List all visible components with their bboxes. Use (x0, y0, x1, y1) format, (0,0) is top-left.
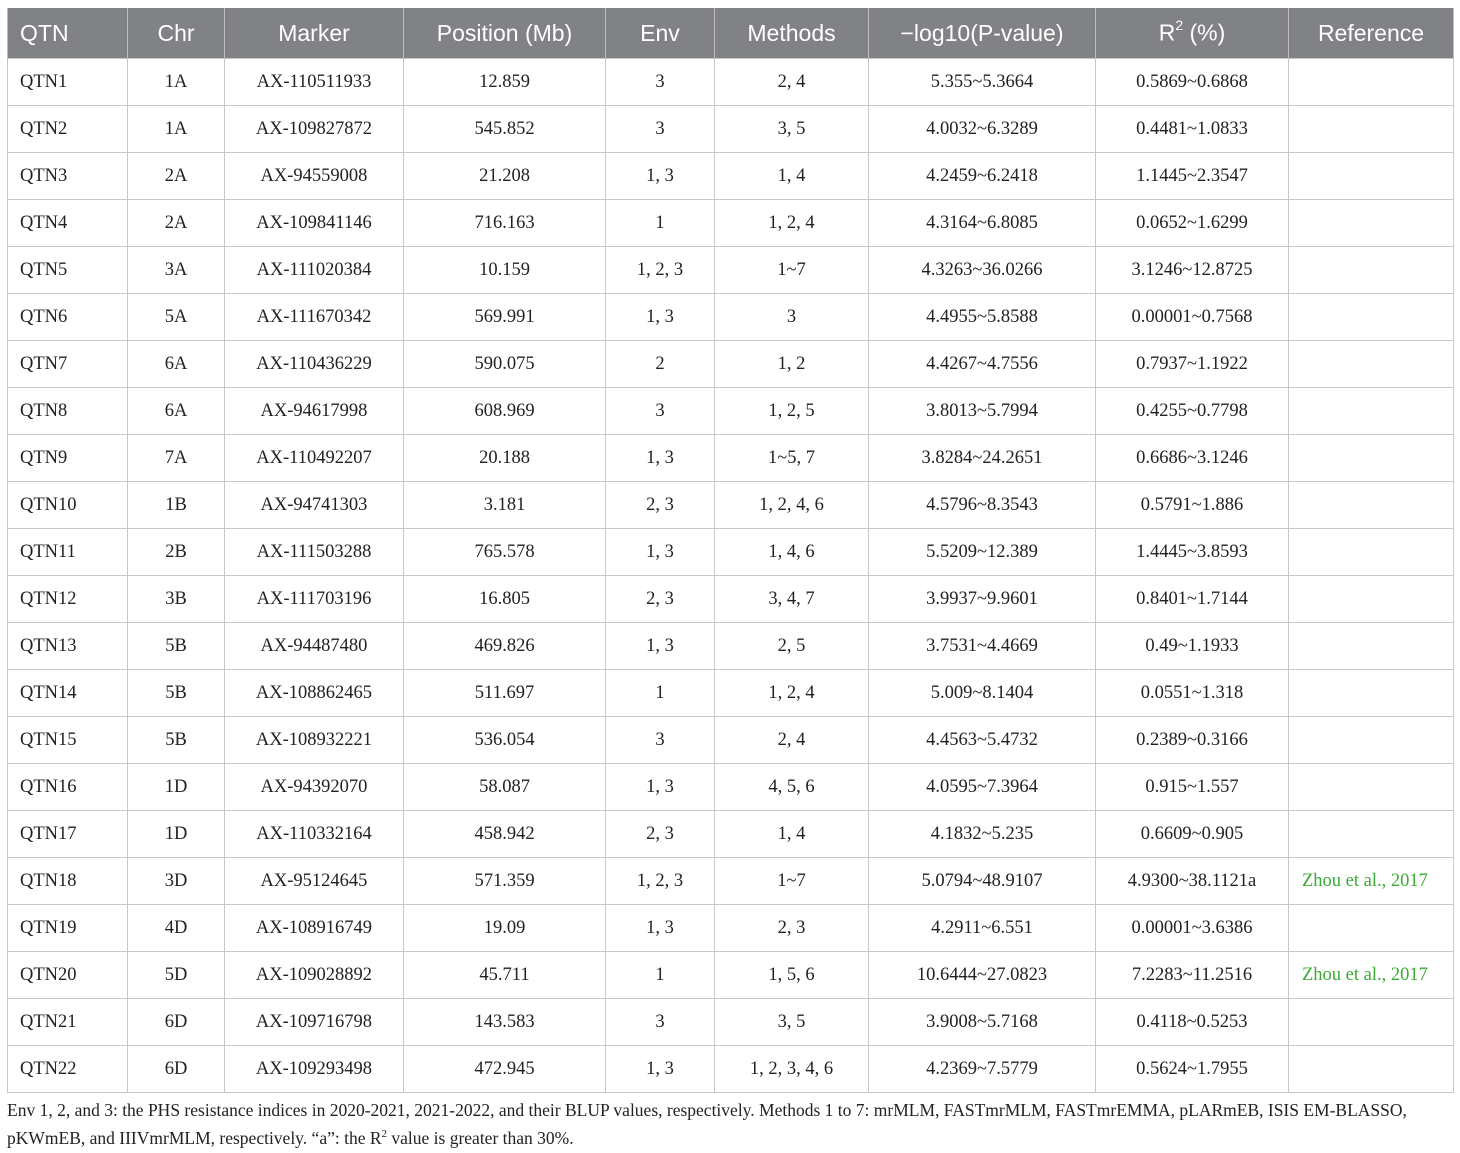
table-row (8, 106, 1454, 153)
header-chr: Chr (128, 8, 225, 59)
cell-env: 2 (606, 341, 715, 388)
table-row (8, 482, 1454, 529)
cell-env: 1 (606, 952, 715, 999)
cell-qtn: QTN20 (8, 952, 128, 999)
cell-chr: 6A (128, 388, 225, 435)
cell-methods: 1, 5, 6 (715, 952, 869, 999)
cell-methods: 3, 5 (715, 999, 869, 1046)
cell-qtn: QTN13 (8, 623, 128, 670)
table-row (8, 905, 1454, 952)
cell-r2: 0.4481~1.0833 (1096, 106, 1289, 153)
header-row (8, 8, 1454, 59)
cell-qtn: QTN2 (8, 106, 128, 153)
header-qtn: QTN (8, 8, 128, 59)
cell-methods: 1, 4 (715, 153, 869, 200)
cell-position: 21.208 (404, 153, 606, 200)
cell-env: 1, 2, 3 (606, 858, 715, 905)
cell-methods: 1~7 (715, 247, 869, 294)
cell-reference (1289, 247, 1454, 294)
table-row (8, 576, 1454, 623)
cell-qtn: QTN8 (8, 388, 128, 435)
cell-chr: 3B (128, 576, 225, 623)
cell-methods: 2, 4 (715, 59, 869, 106)
cell-qtn: QTN7 (8, 341, 128, 388)
cell-position: 19.09 (404, 905, 606, 952)
footnote-text-2: value is greater than 30%. (387, 1127, 574, 1148)
cell-position: 143.583 (404, 999, 606, 1046)
table-row (8, 764, 1454, 811)
cell-marker: AX-94487480 (225, 623, 404, 670)
cell-marker: AX-110511933 (225, 59, 404, 106)
cell-qtn: QTN22 (8, 1046, 128, 1093)
cell-marker: AX-110492207 (225, 435, 404, 482)
cell-r2: 0.8401~1.7144 (1096, 576, 1289, 623)
cell-env: 1 (606, 670, 715, 717)
cell-env: 1, 3 (606, 905, 715, 952)
cell-r2: 1.1445~2.3547 (1096, 153, 1289, 200)
cell-methods: 1, 2, 4 (715, 670, 869, 717)
cell-env: 3 (606, 106, 715, 153)
header-marker: Marker (225, 8, 404, 59)
table-row (8, 294, 1454, 341)
cell-methods: 3, 4, 7 (715, 576, 869, 623)
cell-log-p: 4.2369~7.5779 (869, 1046, 1096, 1093)
header-r2-base: R (1158, 19, 1176, 46)
cell-log-p: 4.5796~8.3543 (869, 482, 1096, 529)
cell-reference (1289, 811, 1454, 858)
cell-env: 3 (606, 999, 715, 1046)
cell-marker: AX-109293498 (225, 1046, 404, 1093)
cell-marker: AX-109841146 (225, 200, 404, 247)
header-reference: Reference (1289, 8, 1454, 59)
cell-methods: 1, 2 (715, 341, 869, 388)
table-row (8, 200, 1454, 247)
cell-env: 1, 3 (606, 529, 715, 576)
cell-position: 590.075 (404, 341, 606, 388)
cell-chr: 3A (128, 247, 225, 294)
cell-chr: 1A (128, 106, 225, 153)
cell-log-p: 5.5209~12.389 (869, 529, 1096, 576)
table-row (8, 717, 1454, 764)
cell-log-p: 5.0794~48.9107 (869, 858, 1096, 905)
cell-env: 2, 3 (606, 576, 715, 623)
cell-reference (1289, 106, 1454, 153)
cell-reference (1289, 529, 1454, 576)
cell-r2: 0.7937~1.1922 (1096, 341, 1289, 388)
cell-marker: AX-95124645 (225, 858, 404, 905)
table-row (8, 952, 1454, 999)
cell-r2: 0.00001~3.6386 (1096, 905, 1289, 952)
cell-methods: 1, 4, 6 (715, 529, 869, 576)
cell-chr: 2B (128, 529, 225, 576)
cell-position: 3.181 (404, 482, 606, 529)
cell-log-p: 4.4955~5.8588 (869, 294, 1096, 341)
cell-env: 1, 2, 3 (606, 247, 715, 294)
cell-qtn: QTN11 (8, 529, 128, 576)
cell-marker: AX-110436229 (225, 341, 404, 388)
header-r2 (1096, 8, 1289, 59)
cell-chr: 1B (128, 482, 225, 529)
cell-chr: 5B (128, 623, 225, 670)
cell-methods: 2, 5 (715, 623, 869, 670)
cell-r2: 0.0551~1.318 (1096, 670, 1289, 717)
cell-methods: 1~5, 7 (715, 435, 869, 482)
cell-log-p: 3.7531~4.4669 (869, 623, 1096, 670)
cell-chr: 5D (128, 952, 225, 999)
cell-chr: 7A (128, 435, 225, 482)
cell-reference (1289, 999, 1454, 1046)
cell-position: 569.991 (404, 294, 606, 341)
qtn-table-container (7, 8, 1453, 1093)
cell-qtn: QTN10 (8, 482, 128, 529)
cell-reference (1289, 59, 1454, 106)
cell-r2: 0.5869~0.6868 (1096, 59, 1289, 106)
cell-r2: 0.5624~1.7955 (1096, 1046, 1289, 1093)
cell-reference (1289, 576, 1454, 623)
table-row (8, 153, 1454, 200)
cell-methods: 3 (715, 294, 869, 341)
cell-position: 58.087 (404, 764, 606, 811)
cell-reference (1289, 153, 1454, 200)
cell-qtn: QTN14 (8, 670, 128, 717)
cell-qtn: QTN15 (8, 717, 128, 764)
cell-chr: 3D (128, 858, 225, 905)
cell-reference (1289, 905, 1454, 952)
cell-reference (1289, 482, 1454, 529)
header-log-p: −log10(P-value) (869, 8, 1096, 59)
cell-qtn: QTN19 (8, 905, 128, 952)
cell-qtn: QTN6 (8, 294, 128, 341)
table-footnote (7, 1098, 1453, 1150)
cell-marker: AX-108916749 (225, 905, 404, 952)
cell-methods: 1~7 (715, 858, 869, 905)
cell-methods: 3, 5 (715, 106, 869, 153)
cell-position: 571.359 (404, 858, 606, 905)
cell-chr: 1D (128, 764, 225, 811)
header-methods: Methods (715, 8, 869, 59)
cell-marker: AX-94392070 (225, 764, 404, 811)
table-row (8, 623, 1454, 670)
cell-r2: 3.1246~12.8725 (1096, 247, 1289, 294)
cell-log-p: 4.2459~6.2418 (869, 153, 1096, 200)
cell-marker: AX-108862465 (225, 670, 404, 717)
cell-marker: AX-111703196 (225, 576, 404, 623)
cell-chr: 6D (128, 1046, 225, 1093)
cell-reference (1289, 341, 1454, 388)
table-row (8, 529, 1454, 576)
cell-qtn: QTN17 (8, 811, 128, 858)
cell-qtn: QTN9 (8, 435, 128, 482)
cell-position: 10.159 (404, 247, 606, 294)
cell-log-p: 4.4563~5.4732 (869, 717, 1096, 764)
cell-position: 716.163 (404, 200, 606, 247)
cell-position: 545.852 (404, 106, 606, 153)
table-row (8, 811, 1454, 858)
cell-env: 1 (606, 200, 715, 247)
cell-methods: 1, 2, 5 (715, 388, 869, 435)
cell-reference (1289, 764, 1454, 811)
cell-log-p: 3.9937~9.9601 (869, 576, 1096, 623)
footnote-sup: 2 (381, 1128, 388, 1140)
cell-log-p: 3.9008~5.7168 (869, 999, 1096, 1046)
cell-r2: 0.5791~1.886 (1096, 482, 1289, 529)
cell-reference (1289, 294, 1454, 341)
table-header (8, 8, 1454, 59)
table-row (8, 670, 1454, 717)
cell-chr: 6D (128, 999, 225, 1046)
table-row (8, 247, 1454, 294)
cell-position: 472.945 (404, 1046, 606, 1093)
cell-env: 3 (606, 717, 715, 764)
cell-env: 1, 3 (606, 153, 715, 200)
cell-r2: 1.4445~3.8593 (1096, 529, 1289, 576)
cell-position: 536.054 (404, 717, 606, 764)
table-row (8, 858, 1454, 905)
cell-marker: AX-109716798 (225, 999, 404, 1046)
cell-chr: 2A (128, 153, 225, 200)
cell-r2: 0.915~1.557 (1096, 764, 1289, 811)
cell-position: 16.805 (404, 576, 606, 623)
cell-env: 1, 3 (606, 764, 715, 811)
header-r2-sup: 2 (1175, 17, 1184, 34)
cell-qtn: QTN16 (8, 764, 128, 811)
cell-chr: 1A (128, 59, 225, 106)
cell-reference (1289, 1046, 1454, 1093)
cell-log-p: 4.2911~6.551 (869, 905, 1096, 952)
cell-position: 608.969 (404, 388, 606, 435)
cell-reference (1289, 388, 1454, 435)
cell-marker: AX-109827872 (225, 106, 404, 153)
cell-r2: 0.4255~0.7798 (1096, 388, 1289, 435)
cell-qtn: QTN3 (8, 153, 128, 200)
cell-reference (1289, 623, 1454, 670)
footnote-text-1: Env 1, 2, and 3: the PHS resistance indices in 2020-2021, 2021-2022, and their BLUP values, respectively. Methods 1 to 7: mrMLM, FASTmrMLM, FASTmrEMMA, pLARmEB, ISIS EM-BLASSO, pKWmEB, and IIIVmrMLM, respectively. “a”: the R (7, 1100, 1407, 1148)
cell-marker: AX-109028892 (225, 952, 404, 999)
cell-r2: 4.9300~38.1121a (1096, 858, 1289, 905)
table-row (8, 388, 1454, 435)
cell-r2: 0.49~1.1933 (1096, 623, 1289, 670)
cell-r2: 0.2389~0.3166 (1096, 717, 1289, 764)
cell-qtn: QTN21 (8, 999, 128, 1046)
cell-log-p: 5.355~5.3664 (869, 59, 1096, 106)
cell-reference (1289, 200, 1454, 247)
cell-chr: 4D (128, 905, 225, 952)
cell-position: 12.859 (404, 59, 606, 106)
cell-env: 1, 3 (606, 623, 715, 670)
cell-env: 2, 3 (606, 811, 715, 858)
header-env: Env (606, 8, 715, 59)
cell-r2: 0.6609~0.905 (1096, 811, 1289, 858)
cell-chr: 5B (128, 717, 225, 764)
table-row (8, 1046, 1454, 1093)
cell-log-p: 4.3263~36.0266 (869, 247, 1096, 294)
cell-log-p: 4.4267~4.7556 (869, 341, 1096, 388)
table-body (8, 59, 1454, 1093)
cell-chr: 6A (128, 341, 225, 388)
cell-methods: 1, 4 (715, 811, 869, 858)
cell-chr: 2A (128, 200, 225, 247)
cell-qtn: QTN4 (8, 200, 128, 247)
cell-marker: AX-110332164 (225, 811, 404, 858)
cell-log-p: 4.3164~6.8085 (869, 200, 1096, 247)
table-row (8, 999, 1454, 1046)
cell-env: 3 (606, 59, 715, 106)
cell-chr: 5A (128, 294, 225, 341)
cell-r2: 0.4118~0.5253 (1096, 999, 1289, 1046)
cell-methods: 1, 2, 3, 4, 6 (715, 1046, 869, 1093)
cell-log-p: 3.8013~5.7994 (869, 388, 1096, 435)
header-position: Position (Mb) (404, 8, 606, 59)
cell-marker: AX-111503288 (225, 529, 404, 576)
cell-env: 2, 3 (606, 482, 715, 529)
cell-log-p: 4.0595~7.3964 (869, 764, 1096, 811)
cell-position: 511.697 (404, 670, 606, 717)
cell-qtn: QTN1 (8, 59, 128, 106)
cell-log-p: 5.009~8.1404 (869, 670, 1096, 717)
table-row (8, 435, 1454, 482)
cell-reference[interactable]: Zhou et al., 2017 (1289, 858, 1454, 905)
table-row (8, 341, 1454, 388)
cell-chr: 5B (128, 670, 225, 717)
cell-marker: AX-94559008 (225, 153, 404, 200)
table-row (8, 59, 1454, 106)
cell-marker: AX-108932221 (225, 717, 404, 764)
cell-chr: 1D (128, 811, 225, 858)
cell-methods: 2, 4 (715, 717, 869, 764)
cell-position: 20.188 (404, 435, 606, 482)
cell-qtn: QTN5 (8, 247, 128, 294)
cell-qtn: QTN12 (8, 576, 128, 623)
cell-log-p: 10.6444~27.0823 (869, 952, 1096, 999)
cell-position: 458.942 (404, 811, 606, 858)
cell-r2: 0.0652~1.6299 (1096, 200, 1289, 247)
cell-methods: 4, 5, 6 (715, 764, 869, 811)
cell-r2: 0.6686~3.1246 (1096, 435, 1289, 482)
cell-reference (1289, 717, 1454, 764)
cell-marker: AX-94617998 (225, 388, 404, 435)
cell-methods: 2, 3 (715, 905, 869, 952)
cell-position: 45.711 (404, 952, 606, 999)
cell-reference (1289, 435, 1454, 482)
cell-log-p: 4.1832~5.235 (869, 811, 1096, 858)
cell-position: 469.826 (404, 623, 606, 670)
cell-env: 1, 3 (606, 294, 715, 341)
cell-position: 765.578 (404, 529, 606, 576)
cell-qtn: QTN18 (8, 858, 128, 905)
qtn-table (7, 8, 1454, 1093)
cell-log-p: 4.0032~6.3289 (869, 106, 1096, 153)
cell-log-p: 3.8284~24.2651 (869, 435, 1096, 482)
cell-marker: AX-111670342 (225, 294, 404, 341)
cell-reference (1289, 670, 1454, 717)
cell-env: 1, 3 (606, 435, 715, 482)
cell-marker: AX-94741303 (225, 482, 404, 529)
cell-env: 1, 3 (606, 1046, 715, 1093)
cell-methods: 1, 2, 4 (715, 200, 869, 247)
cell-r2: 0.00001~0.7568 (1096, 294, 1289, 341)
cell-env: 3 (606, 388, 715, 435)
cell-methods: 1, 2, 4, 6 (715, 482, 869, 529)
cell-marker: AX-111020384 (225, 247, 404, 294)
cell-r2: 7.2283~11.2516 (1096, 952, 1289, 999)
header-r2-suffix: (%) (1183, 19, 1226, 46)
cell-reference[interactable]: Zhou et al., 2017 (1289, 952, 1454, 999)
